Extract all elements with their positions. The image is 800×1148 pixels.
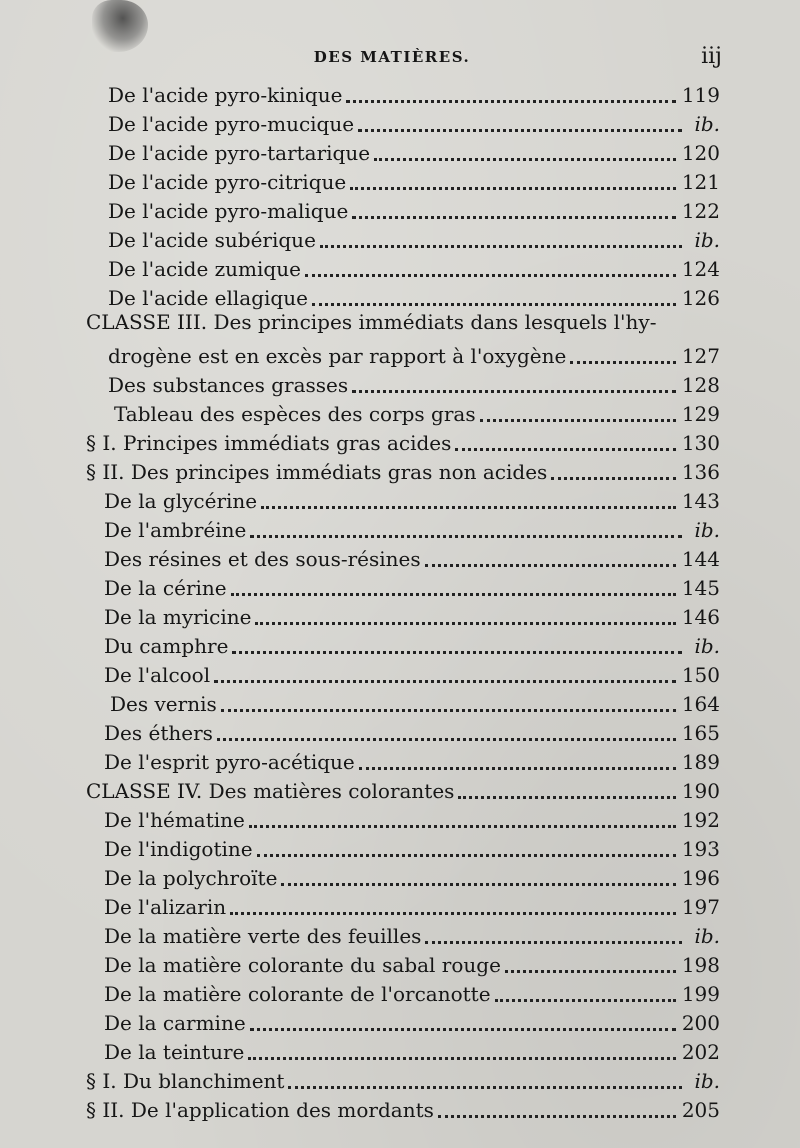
toc-entry-page: 189 xyxy=(681,750,720,774)
toc-entry-label: De la matière colorante de l'orcanotte xyxy=(104,982,491,1006)
toc-entry xyxy=(108,78,720,107)
toc-entry xyxy=(104,948,720,977)
toc-entry-page: 205 xyxy=(681,1098,720,1122)
dot-leader xyxy=(455,428,675,451)
toc-entry-label: § I. Principes immédiats gras acides xyxy=(86,431,452,455)
toc-entry-label: drogène est en excès par rapport à l'oxygène xyxy=(108,344,567,368)
toc-entry-label: De la polychroïte xyxy=(104,866,278,890)
toc-entry-label: De la glycérine xyxy=(104,489,258,513)
toc-entry xyxy=(104,484,720,513)
toc-entry-label: Des éthers xyxy=(104,721,213,745)
toc-entry xyxy=(104,1035,720,1064)
toc-entry-page: 127 xyxy=(681,344,720,368)
toc-entry-label: Du camphre xyxy=(104,634,229,658)
dot-leader xyxy=(288,1066,682,1089)
toc-entry-label: De la cérine xyxy=(104,576,227,600)
dot-leader xyxy=(438,1095,676,1118)
toc-entry xyxy=(108,252,720,281)
toc-entry-label: De la teinture xyxy=(104,1040,245,1064)
toc-entry-label: Tableau des espèces des corps gras xyxy=(114,402,476,426)
toc-entry-label: CLASSE IV. Des matières colorantes xyxy=(86,779,455,803)
toc-entry xyxy=(108,281,720,310)
toc-entry xyxy=(108,107,720,136)
dot-leader xyxy=(257,834,676,857)
toc-entry xyxy=(104,832,720,861)
toc-entry xyxy=(104,513,720,542)
toc-entry-page: 129 xyxy=(681,402,720,426)
toc-entry xyxy=(110,687,720,716)
toc-entry-page: 192 xyxy=(681,808,720,832)
toc-entry xyxy=(108,368,720,397)
toc-entry xyxy=(86,455,720,484)
toc-entry-label: De l'acide ellagique xyxy=(108,286,308,310)
dot-leader xyxy=(250,515,682,538)
dot-leader xyxy=(261,486,676,509)
dot-leader xyxy=(248,1037,675,1060)
dot-leader xyxy=(320,225,682,248)
toc-entry xyxy=(86,1093,720,1122)
dot-leader xyxy=(214,660,676,683)
toc-entry-label: Des substances grasses xyxy=(108,373,349,397)
toc-entry xyxy=(108,223,720,252)
toc-entry-page: 196 xyxy=(681,866,720,890)
toc-entry-label: Des résines et des sous-résines xyxy=(104,547,421,571)
toc-entry xyxy=(104,890,720,919)
toc-entry-page: 124 xyxy=(681,257,720,281)
toc-entry-page: 193 xyxy=(681,837,720,861)
toc-entry xyxy=(104,977,720,1006)
dot-leader xyxy=(352,370,676,393)
toc-entry-page: 190 xyxy=(681,779,720,803)
dot-leader xyxy=(495,979,676,1002)
toc-entry-page: ib. xyxy=(694,228,720,252)
toc-entry xyxy=(86,426,720,455)
toc-entry-page: ib. xyxy=(694,924,720,948)
toc-entry-page: 122 xyxy=(681,199,720,223)
toc-entry-page: 197 xyxy=(681,895,720,919)
dot-leader xyxy=(352,196,676,219)
toc-entry xyxy=(108,194,720,223)
dot-leader xyxy=(551,457,676,480)
dot-leader xyxy=(250,1008,676,1031)
dot-leader xyxy=(230,892,676,915)
toc-entry xyxy=(104,861,720,890)
toc-entry-label: § I. Du blanchiment xyxy=(86,1069,285,1093)
dot-leader xyxy=(505,950,676,973)
toc-entry xyxy=(114,397,720,426)
toc-entry-page: 144 xyxy=(681,547,720,571)
dot-leader xyxy=(232,631,682,654)
toc-entry-label: De l'acide pyro-mucique xyxy=(108,112,355,136)
toc-entry xyxy=(86,774,720,803)
toc-entry-label: De l'esprit pyro-acétique xyxy=(104,750,355,774)
toc-entry-page: 119 xyxy=(681,83,720,107)
dot-leader xyxy=(305,254,676,277)
toc-entry-label: De l'acide subérique xyxy=(108,228,316,252)
toc-entry-label: De l'acide zumique xyxy=(108,257,301,281)
dot-leader xyxy=(358,109,682,132)
toc-entry-label: De l'acide pyro-kinique xyxy=(108,83,343,107)
toc-entry xyxy=(108,165,720,194)
toc-entry-page: 199 xyxy=(681,982,720,1006)
toc-entry xyxy=(108,339,720,368)
toc-entry xyxy=(104,716,720,745)
toc-entry-label: § II. De l'application des mordants xyxy=(86,1098,434,1122)
dot-leader xyxy=(217,718,676,741)
toc-entry xyxy=(86,1064,720,1093)
page-number: iij xyxy=(701,44,722,69)
dot-leader xyxy=(425,921,682,944)
running-head xyxy=(0,44,800,74)
toc-entry xyxy=(104,600,720,629)
toc-entry-page: 150 xyxy=(681,663,720,687)
toc-entry-page: 165 xyxy=(681,721,720,745)
toc-entry-page: ib. xyxy=(694,112,720,136)
toc-entry xyxy=(104,919,720,948)
toc-entry-page: 200 xyxy=(681,1011,720,1035)
toc-entry-label: De l'acide pyro-citrique xyxy=(108,170,347,194)
toc-entry-label: De l'acide pyro-tartarique xyxy=(108,141,371,165)
dot-leader xyxy=(255,602,675,625)
toc-entry xyxy=(104,803,720,832)
toc-entry-page: 198 xyxy=(681,953,720,977)
toc-entry-label: De l'acide pyro-malique xyxy=(108,199,349,223)
class-heading: CLASSE III. Des principes immédiats dans lesquels l'hy- xyxy=(86,310,657,334)
toc-entry-label: De la matière verte des feuilles xyxy=(104,924,422,948)
toc-entry xyxy=(104,629,720,658)
toc-entry-label: De l'hématine xyxy=(104,808,245,832)
toc-entry xyxy=(104,745,720,774)
toc-entry-page: 126 xyxy=(681,286,720,310)
toc-entry-page: 136 xyxy=(681,460,720,484)
dot-leader xyxy=(249,805,676,828)
dot-leader xyxy=(374,138,676,161)
toc-entry-label: De l'alizarin xyxy=(104,895,227,919)
toc-entry-page: ib. xyxy=(694,634,720,658)
toc-entry-page: 121 xyxy=(681,170,720,194)
toc-entry-page: 130 xyxy=(681,431,720,455)
toc-entry-label: De l'indigotine xyxy=(104,837,253,861)
toc-entry-page: ib. xyxy=(694,518,720,542)
toc-entry xyxy=(104,1006,720,1035)
toc-entry xyxy=(108,136,720,165)
dot-leader xyxy=(231,573,676,596)
toc-entry-label: De la myricine xyxy=(104,605,252,629)
toc-entry-page: 146 xyxy=(681,605,720,629)
toc-entry-label: De l'ambréine xyxy=(104,518,247,542)
toc-entry-page: 145 xyxy=(681,576,720,600)
dot-leader xyxy=(359,747,676,770)
dot-leader xyxy=(221,689,676,712)
toc-entry xyxy=(104,571,720,600)
dot-leader xyxy=(458,776,675,799)
dot-leader xyxy=(281,863,675,886)
dot-leader xyxy=(425,544,676,567)
toc-entry-label: De la carmine xyxy=(104,1011,246,1035)
toc-entry xyxy=(104,658,720,687)
toc-entry-page: 143 xyxy=(681,489,720,513)
toc-entry-page: 128 xyxy=(681,373,720,397)
dot-leader xyxy=(312,283,676,306)
toc-entry-page: 164 xyxy=(681,692,720,716)
dot-leader xyxy=(480,399,676,422)
toc-entry-label: De la matière colorante du sabal rouge xyxy=(104,953,501,977)
toc-entry xyxy=(104,542,720,571)
toc-entry-page: 120 xyxy=(681,141,720,165)
dot-leader xyxy=(346,80,675,103)
toc-entry-page: ib. xyxy=(694,1069,720,1093)
toc-entry-label: De l'alcool xyxy=(104,663,211,687)
toc-entry-label: § II. Des principes immédiats gras non acides xyxy=(86,460,548,484)
toc-entry-label: Des vernis xyxy=(110,692,217,716)
toc-entry-page: 202 xyxy=(681,1040,720,1064)
dot-leader xyxy=(570,341,675,364)
dot-leader xyxy=(350,167,676,190)
running-head-title: DES MATIÈRES. xyxy=(313,48,471,66)
